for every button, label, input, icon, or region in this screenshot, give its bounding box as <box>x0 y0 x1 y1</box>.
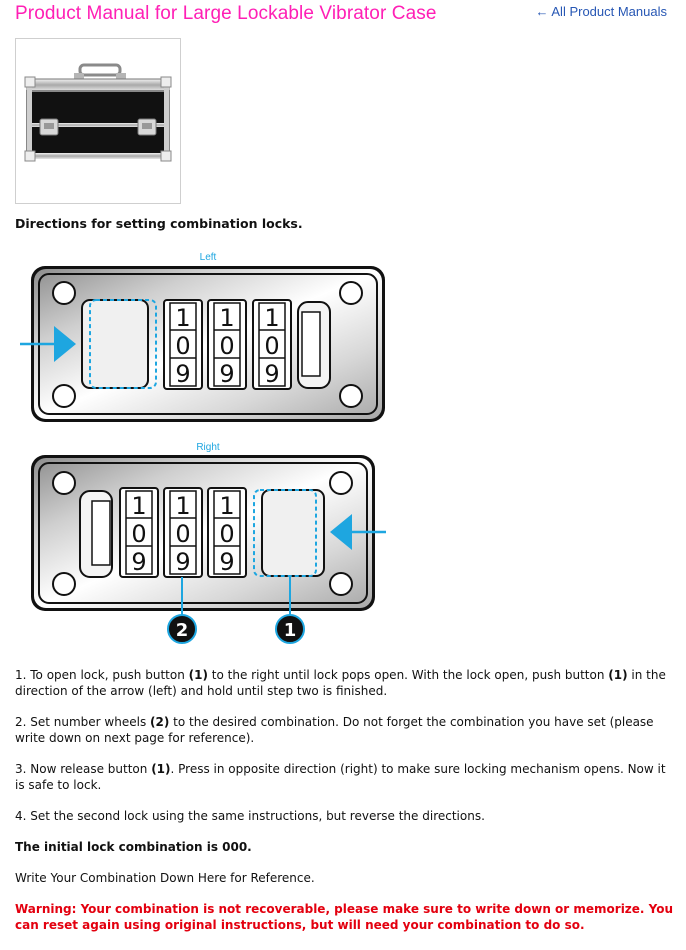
right-lock-label: Right <box>196 442 220 453</box>
initial-combination: The initial lock combination is 000. <box>15 840 252 854</box>
digit-1: 1 <box>175 304 191 332</box>
callout-1-label: 1 <box>283 620 297 641</box>
left-lock <box>31 266 385 422</box>
digit-1: 1 <box>175 492 191 520</box>
callout-2-label: 2 <box>175 620 189 641</box>
digit-9: 9 <box>131 548 147 576</box>
step-2: 2. Set number wheels (2) to the desired combination. Do not forget the combination you have set (please write down on next page for reference). <box>15 715 654 745</box>
all-product-manuals-link[interactable]: ← All Product Manuals <box>535 4 667 19</box>
directions-heading: Directions for setting combination locks. <box>15 216 303 231</box>
callout-2 <box>168 615 196 643</box>
write-down-note: Write Your Combination Down Here for Reference. <box>15 871 315 885</box>
right-lock <box>31 455 375 611</box>
instruction-steps <box>15 667 675 948</box>
digit-9: 9 <box>219 360 235 388</box>
digit-0: 0 <box>264 332 280 360</box>
combination-lock-diagram <box>0 244 686 649</box>
callout-1 <box>276 615 304 643</box>
lockable-case-illustration <box>16 39 180 203</box>
digit-9: 9 <box>219 548 235 576</box>
digit-9: 9 <box>175 548 191 576</box>
step-4: 4. Set the second lock using the same instructions, but reverse the directions. <box>15 809 485 823</box>
product-image[interactable] <box>15 38 181 204</box>
step-1: 1. To open lock, push button (1) to the right until lock pops open. With the lock open, push button (1) in the direction of the arrow (left) and hold until step two is finished. <box>15 668 666 698</box>
step-3: 3. Now release button (1). Press in opposite direction (right) to make sure locking mechanism opens. Now it is safe to lock. <box>15 762 666 792</box>
page-title: Product Manual for Large Lockable Vibrator Case <box>15 3 437 24</box>
digit-1: 1 <box>219 492 235 520</box>
digit-1: 1 <box>131 492 147 520</box>
digit-0: 0 <box>131 520 147 548</box>
digit-9: 9 <box>264 360 280 388</box>
digit-1: 1 <box>219 304 235 332</box>
digit-1: 1 <box>264 304 280 332</box>
digit-0: 0 <box>219 332 235 360</box>
digit-0: 0 <box>219 520 235 548</box>
digit-0: 0 <box>175 332 191 360</box>
left-lock-label: Left <box>199 252 217 263</box>
digit-9: 9 <box>175 360 191 388</box>
warning-text: Warning: Your combination is not recoverable, please make sure to write down or memorize. You can reset again using original instructions, but will need your combination to do so. <box>15 902 674 932</box>
digit-0: 0 <box>175 520 191 548</box>
